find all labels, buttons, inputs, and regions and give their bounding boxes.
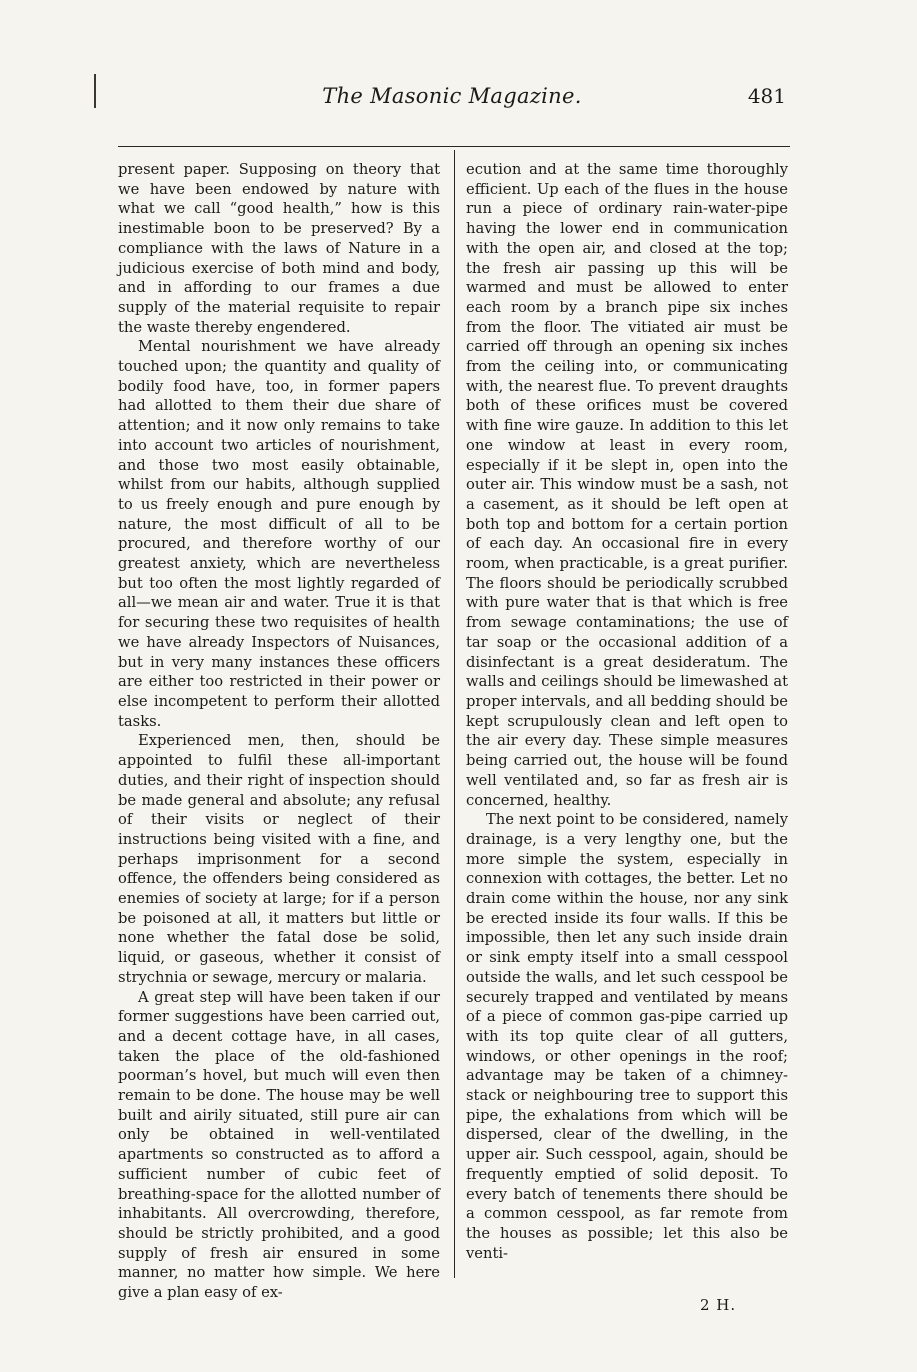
page-number: 481 [747,84,786,108]
header-rule [118,146,790,147]
signature-mark: 2 H. [700,1296,737,1314]
running-header [118,76,786,116]
paragraph: Mental nourishment we have already touched upon; the quantity and quality of bodily food have, too, in former papers had allotted to them their due share of attention; and it now only remains to take into account two articles of nourishment, and those two most easily obtainable, whilst from our habits, although supplied to us freely enough and pure enough by nature, the most difficult of all to be procured, and therefore worthy of our greatest anxiety, which are nevertheless but too often the most lightly regarded of all—we mean air and water. True it is that for securing these two requisites of health we have already Inspectors of Nuisances, but in very many instances these officers are either too restricted in their power or else incompetent to perform their allotted tasks. [118,338,440,730]
right-column [466,160,788,1263]
paragraph: A great step will have been taken if our former suggestions have been carried out, and a decent cottage have, in all cases, taken the place of the old-fashioned poorman’s hovel, but much will even then remain to be done. The house may be well built and airily situated, still pure air can only be obtained in well-ventilated apartments so constructed as to afford a sufficient number of cubic feet of breathing-space for the allotted number of inhabitants. All overcrowding, therefore, should be strictly prohibited, and a good supply of fresh air ensured in some manner, no matter how simple. We here give a plan easy of ex- [118,988,440,1302]
paragraph: present paper. Supposing on theory that we have been endowed by nature with what we call “good health,” how is this inestimable boon to be preserved? By a compliance with the laws of Nature in a judicious exercise of both mind and body, and in affording to our frames a due supply of the material requisite to repair the waste thereby engendered. [118,161,440,336]
paragraph: The next point to be considered, namely drainage, is a very lengthy one, but the more simple the system, especially in connexion with cottages, the better. Let no drain come within the house, nor any sink be erected inside its four walls. If this be impossible, then let any such inside drain or sink empty itself into a small cesspool outside the walls, and let such cesspool be securely trapped and ventilated by means of a piece of common gas-pipe carried up with its top quite clear of all gutters, windows, or other openings in the roof; advantage may be taken of a chimney-stack or neighbouring tree to support this pipe, the exhalations from which will be dispersed, clear of the dwelling, in the upper air. Such cesspool, again, should be frequently emptied of solid deposit. To every batch of tenements there should be a common cesspool, as far remote from the houses as possible; let this also be venti- [466,811,788,1262]
paragraph: Experienced men, then, should be appointed to fulfil these all-important duties, and their right of inspection should be made general and absolute; any refusal of their visits or neglect of their instructions being visited with a fine, and perhaps imprisonment for a second offence, the offenders being considered as enemies of society at large; for if a person be poisoned at all, it matters but little or none whether the fatal dose be solid, liquid, or gaseous, whether it consist of strychnia or sewage, mercury or malaria. [118,732,440,986]
running-title: The Masonic Magazine. [322,84,582,108]
margin-mark [94,74,96,108]
paragraph: ecution and at the same time thoroughly efficient. Up each of the flues in the house run a piece of ordinary rain-water-pipe having the lower end in communication with the open air, and closed at the top; the fresh air passing up this will be warmed and must be allowed to enter each room by a branch pipe six inches from the floor. The vitiated air must be carried off through an opening six inches from the ceiling into, or communicating with, the nearest flue. To prevent draughts both of these orifices must be covered with fine wire gauze. In addition to this let one window at least in every room, especially if it be slept in, open into the outer air. This window must be a sash, not a casement, as it should be left open at both top and bottom for a certain portion of each day. An occasional fire in every room, when practicable, is a great purifier. The floors should be periodically scrubbed with pure water that is that which is free from sewage contaminations; the use of tar soap or the occasional addition of a disinfectant is a great desideratum. The walls and ceilings should be limewashed at proper intervals, and all bedding should be kept scrupulously clean and left open to the air every day. These simple measures being carried out, the house will be found well ventilated and, so far as fresh air is concerned, healthy. [466,161,788,809]
column-divider [454,150,455,1278]
left-column [118,160,440,1303]
